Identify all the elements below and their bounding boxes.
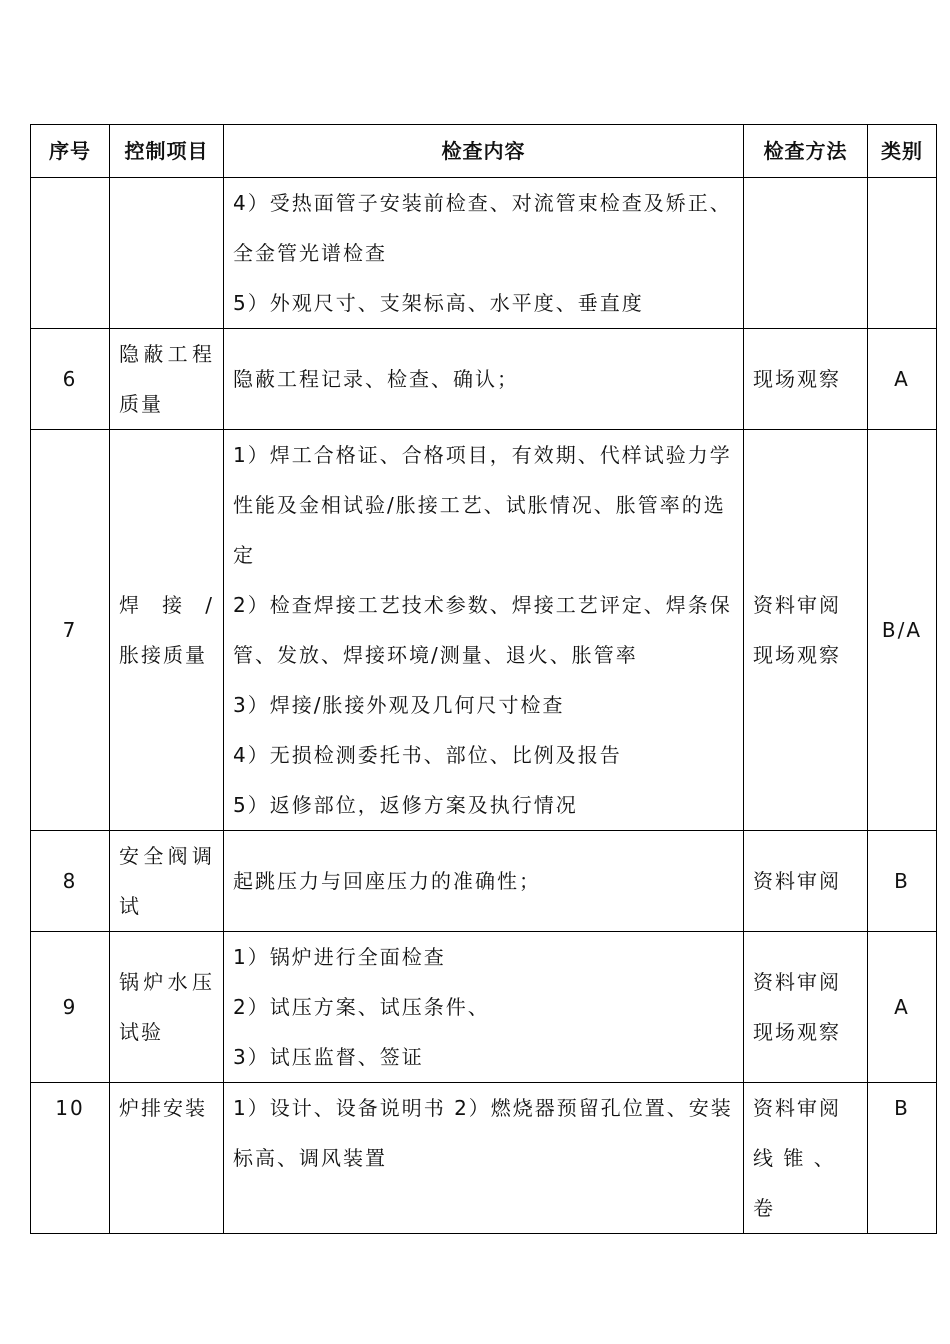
content-line: 4）受热面管子安装前检查、对流管束检查及矫正、全金管光谱检查 xyxy=(233,191,732,265)
content-line: 1）设计、设备说明书 2）燃烧器预留孔位置、安装标高、调风装置 xyxy=(233,1096,733,1170)
method-line: 资料审阅 xyxy=(753,1096,841,1120)
cell-content xyxy=(224,932,744,1083)
table-row xyxy=(31,178,937,329)
cell-category: A xyxy=(868,932,937,1083)
table-row xyxy=(31,329,937,430)
cell-method xyxy=(744,932,868,1083)
cell-no xyxy=(31,178,110,329)
content-line: 4）无损检测委托书、部位、比例及报告 xyxy=(233,743,622,767)
content-line: 5）外观尺寸、支架标高、水平度、垂直度 xyxy=(233,291,644,315)
content-line: 3）焊接/胀接外观及几何尺寸检查 xyxy=(233,693,565,717)
header-item: 控制项目 xyxy=(110,125,224,178)
cell-content xyxy=(224,1083,744,1234)
table-header-row xyxy=(31,125,937,178)
cell-category: A xyxy=(868,329,937,430)
header-category: 类别 xyxy=(868,125,937,178)
method-line: 资料审阅 xyxy=(753,593,841,617)
method-line: 资料审阅 xyxy=(753,970,841,994)
method-line: 线 锥 、 卷 xyxy=(753,1146,836,1220)
content-line: 2）检查焊接工艺技术参数、焊接工艺评定、焊条保管、发放、焊接环境/测量、退火、胀管率 xyxy=(233,593,732,667)
cell-no: 6 xyxy=(31,329,110,430)
table-row xyxy=(31,831,937,932)
cell-no: 8 xyxy=(31,831,110,932)
header-no: 序号 xyxy=(31,125,110,178)
inspection-table xyxy=(30,124,937,1234)
table-row xyxy=(31,932,937,1083)
cell-category: B xyxy=(868,1083,937,1234)
content-line: 起跳压力与回座压力的准确性； xyxy=(233,869,541,893)
cell-no: 10 xyxy=(31,1083,110,1234)
cell-method xyxy=(744,329,868,430)
cell-no: 7 xyxy=(31,430,110,831)
method-line: 资料审阅 xyxy=(753,869,841,893)
content-line: 5）返修部位，返修方案及执行情况 xyxy=(233,793,578,817)
method-line: 现场观察 xyxy=(753,643,841,667)
cell-method xyxy=(744,430,868,831)
header-content: 检查内容 xyxy=(224,125,744,178)
method-line: 现场观察 xyxy=(753,367,841,391)
cell-item: 焊 接 / 胀接质量 xyxy=(110,430,224,831)
table-row xyxy=(31,1083,937,1234)
content-line: 2）试压方案、试压条件、 xyxy=(233,995,490,1019)
cell-item xyxy=(110,178,224,329)
cell-item: 锅炉水压试验 xyxy=(110,932,224,1083)
cell-content xyxy=(224,329,744,430)
cell-category xyxy=(868,178,937,329)
cell-content xyxy=(224,430,744,831)
content-line: 1）锅炉进行全面检查 xyxy=(233,945,446,969)
header-method: 检查方法 xyxy=(744,125,868,178)
method-line: 现场观察 xyxy=(753,1020,841,1044)
cell-method xyxy=(744,178,868,329)
table-row xyxy=(31,430,937,831)
cell-content xyxy=(224,831,744,932)
cell-category: B/A xyxy=(868,430,937,831)
cell-item: 炉排安装 xyxy=(110,1083,224,1234)
content-line: 3）试压监督、签证 xyxy=(233,1045,424,1069)
content-line: 隐蔽工程记录、检查、确认； xyxy=(233,367,519,391)
cell-category: B xyxy=(868,831,937,932)
cell-item: 隐蔽工程质量 xyxy=(110,329,224,430)
cell-no: 9 xyxy=(31,932,110,1083)
cell-method xyxy=(744,831,868,932)
cell-item: 安全阀调试 xyxy=(110,831,224,932)
cell-method xyxy=(744,1083,868,1234)
cell-content xyxy=(224,178,744,329)
content-line: 1）焊工合格证、合格项目，有效期、代样试验力学性能及金相试验/胀接工艺、试胀情况、胀管率的选定 xyxy=(233,443,732,567)
